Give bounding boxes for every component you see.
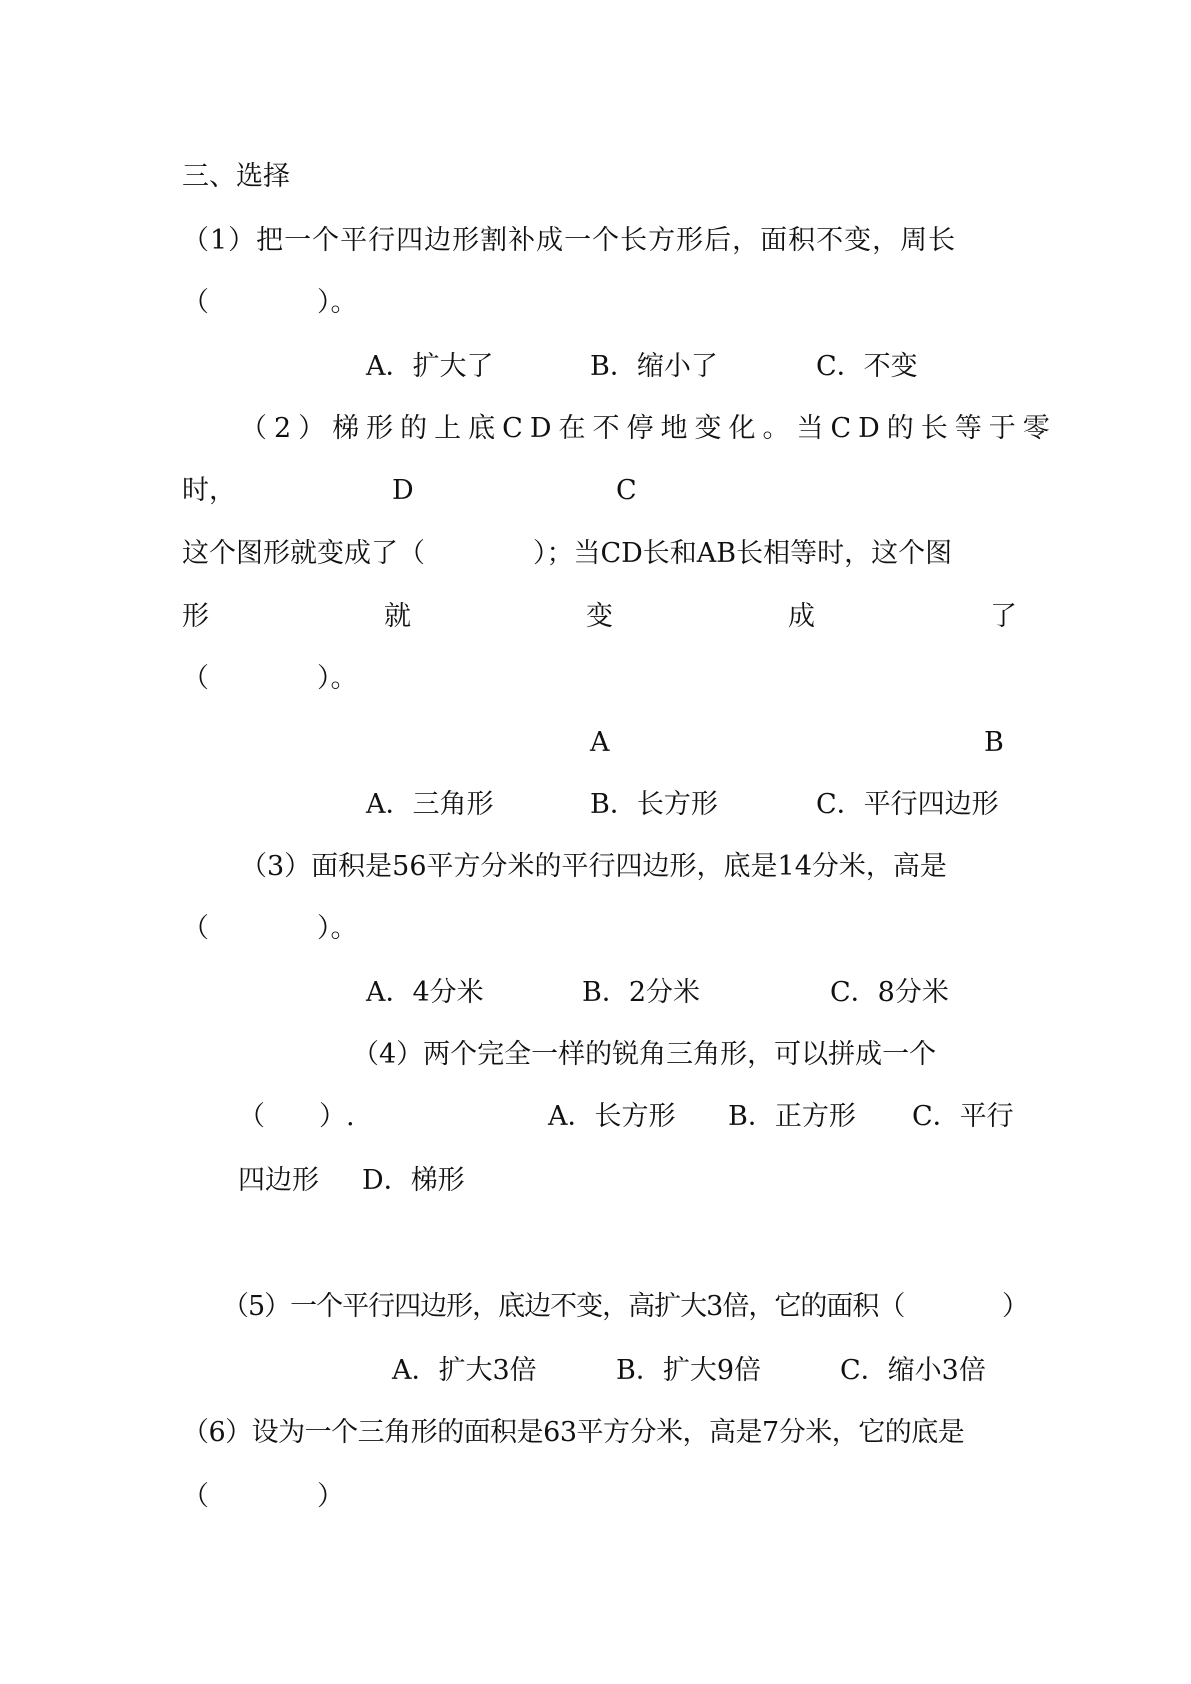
q5-blank-close: ） [1002,1291,1029,1322]
q2-option-c: C．平行四边形 [816,789,999,820]
q4-option-a: A．长方形 [548,1101,676,1132]
q5-text: （5）一个平行四边形，底边不变，高扩大3倍，它的面积（ [222,1291,905,1322]
q6-blank: （ ） [182,1481,344,1512]
q4-text: （4）两个完全一样的锐角三角形，可以拼成一个 [352,1039,937,1070]
q3-text: （3）面积是56平方分米的平行四边形，底是14分米，高是 [240,851,947,882]
q1-text: （1）把一个平行四边形割补成一个长方形后，面积不变，周长 [182,225,957,256]
trapezoid-label-d: D [392,475,414,506]
q5-option-b: B．扩大9倍 [616,1355,762,1386]
q4-option-d: D．梯形 [362,1165,465,1196]
q2-text-line4-char: 了 [990,601,1017,632]
q3-option-c: C．8分米 [830,977,949,1008]
q2-blank: （ ）。 [182,663,358,694]
q4-option-c: C．平行 [912,1101,1014,1132]
q2-text-line4-char: 成 [788,601,815,632]
q6-text: （6）设为一个三角形的面积是63平方分米，高是7分米，它的底是 [182,1417,965,1448]
q4-option-c-cont: 四边形 [238,1165,319,1196]
trapezoid-label-a: A [590,727,610,758]
q1-option-b: B．缩小了 [590,351,718,382]
q2-text-cont: 时， [182,475,236,506]
trapezoid-label-b: B [984,727,1004,758]
q3-blank: （ ）。 [182,913,358,944]
q5-option-c: C．缩小3倍 [840,1355,986,1386]
q1-option-a: A．扩大了 [366,351,494,382]
q3-option-b: B．2分米 [582,977,701,1008]
q4-option-b: B．正方形 [728,1101,856,1132]
q2-text: （2）梯形的上底CD在不停地变化。当CD的长等于零 [240,413,1057,444]
q1-option-c: C．不变 [816,351,918,382]
section-title: 三、选择 [182,161,290,192]
q1-blank: （ ）。 [182,287,358,318]
q2-text-line3: 这个图形就变成了（ ）；当CD长和AB长相等时，这个图 [182,538,953,569]
q5-option-a: A．扩大3倍 [392,1355,537,1386]
q2-text-line4-char: 形 [182,601,209,632]
q2-option-a: A．三角形 [366,789,494,820]
q2-option-b: B．长方形 [590,789,718,820]
q3-option-a: A．4分米 [366,977,484,1008]
q4-blank: （ ）. [238,1101,355,1132]
q2-text-line4-char: 就 [384,601,411,632]
trapezoid-label-c: C [616,475,637,506]
q2-text-line4-char: 变 [586,601,613,632]
